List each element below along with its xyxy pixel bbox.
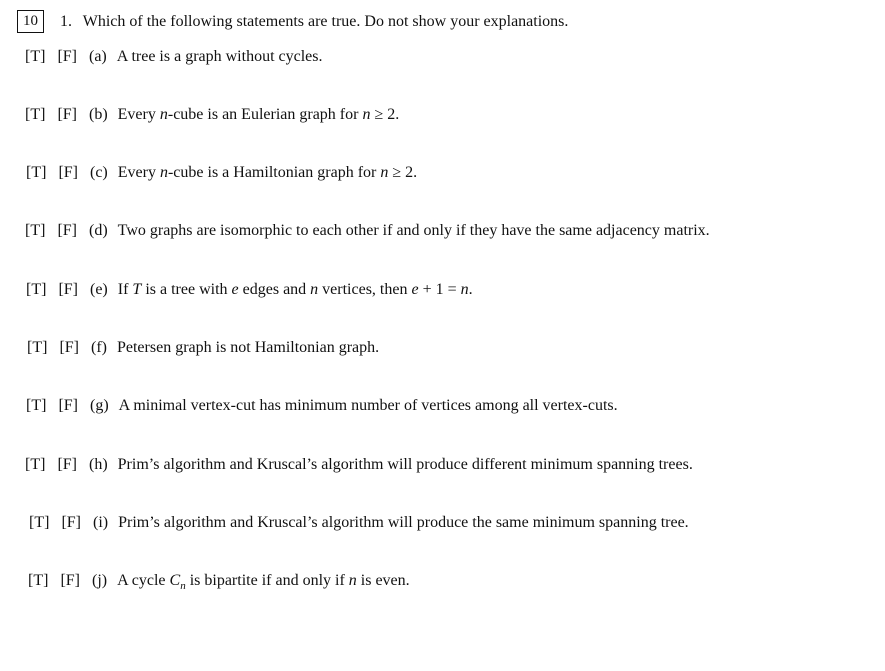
statement-text-segment: Prim’s algorithm and Kruscal’s algorithm will produce different minimum spanning trees.	[117, 456, 693, 473]
math-variable: e	[231, 281, 239, 298]
statement-text-segment: vertices, then	[318, 281, 412, 298]
statement-text-segment: is even.	[356, 572, 410, 589]
statement-row	[26, 163, 417, 183]
false-option[interactable]: [F]	[57, 48, 77, 65]
statement-text	[117, 47, 323, 67]
false-option[interactable]: [F]	[58, 164, 78, 181]
statement-text-segment: + 1 =	[418, 281, 461, 298]
statement-text	[117, 571, 410, 596]
statement-row	[27, 338, 379, 358]
statement-letter: (e)	[90, 281, 108, 298]
statement-row	[25, 455, 693, 475]
statement-text-segment: -cube is a Hamiltonian graph for	[167, 164, 381, 181]
true-option[interactable]: [T]	[26, 397, 47, 414]
statement-text	[118, 105, 400, 125]
statement-letter: (f)	[91, 339, 107, 356]
question-text: Which of the following statements are true. Do not show your explanations.	[82, 13, 569, 30]
false-option[interactable]: [F]	[57, 222, 77, 239]
question-number: 1.	[60, 13, 72, 30]
statement-text-segment: is bipartite if and only if	[185, 572, 349, 589]
statement-text	[118, 455, 693, 475]
statement-letter: (a)	[89, 48, 107, 65]
statement-row	[25, 47, 322, 67]
statement-text-segment: Prim’s algorithm and Kruscal’s algorithm will produce the same minimum spanning tree.	[118, 514, 689, 531]
statement-row	[26, 396, 618, 416]
false-option[interactable]: [F]	[60, 572, 80, 589]
statement-text-segment: If	[117, 281, 133, 298]
math-variable: e	[411, 281, 419, 298]
statement-text-segment: .	[468, 281, 473, 298]
math-variable: n	[460, 281, 469, 298]
true-option[interactable]: [T]	[25, 222, 46, 239]
statement-text-segment: A tree is a graph without cycles.	[116, 48, 323, 65]
statement-text	[118, 280, 473, 300]
false-option[interactable]: [F]	[61, 514, 81, 531]
statement-letter: (j)	[92, 572, 108, 589]
math-variable: n	[159, 106, 168, 123]
statement-text-segment: A cycle	[117, 572, 170, 589]
true-option[interactable]: [T]	[27, 339, 48, 356]
false-option[interactable]: [F]	[58, 281, 78, 298]
statement-row	[26, 280, 473, 300]
math-variable: T	[132, 281, 142, 298]
statement-text-segment: is a tree with	[141, 281, 232, 298]
statement-text	[119, 396, 618, 416]
statement-row	[29, 513, 689, 533]
statement-text	[118, 513, 689, 533]
statement-letter: (i)	[93, 514, 109, 531]
math-variable: n	[310, 281, 319, 298]
statement-text-segment: A minimal vertex-cut has minimum number of vertices among all vertex-cuts.	[118, 397, 618, 414]
statement-text-segment: Petersen graph is not Hamiltonian graph.	[116, 339, 380, 356]
statement-row	[28, 571, 410, 596]
points-box: 10	[17, 10, 44, 33]
false-option[interactable]: [F]	[58, 397, 78, 414]
statement-text-segment: Every	[117, 106, 160, 123]
statement-letter: (g)	[90, 397, 109, 414]
true-option[interactable]: [T]	[29, 514, 50, 531]
question-header	[60, 12, 568, 32]
true-option[interactable]: [T]	[25, 48, 46, 65]
math-variable: n	[159, 164, 168, 181]
statement-text-segment: ≥ 2.	[388, 164, 418, 181]
statement-text	[117, 338, 379, 358]
true-option[interactable]: [T]	[28, 572, 49, 589]
math-variable: n	[380, 164, 389, 181]
statement-text-segment: Two graphs are isomorphic to each other if and only if they have the same adjacency matrix.	[117, 222, 710, 239]
math-subscript: n	[180, 580, 186, 593]
math-variable: C	[169, 572, 181, 589]
statement-text-segment: edges and	[238, 281, 311, 298]
true-option[interactable]: [T]	[25, 456, 46, 473]
statement-text	[118, 163, 417, 183]
false-option[interactable]: [F]	[57, 106, 77, 123]
statement-letter: (d)	[89, 222, 108, 239]
statement-letter: (c)	[90, 164, 108, 181]
statement-text-segment: ≥ 2.	[370, 106, 400, 123]
math-variable: n	[362, 106, 371, 123]
true-option[interactable]: [T]	[26, 281, 47, 298]
statement-row	[25, 221, 710, 241]
math-variable: n	[348, 572, 357, 589]
statement-letter: (b)	[89, 106, 108, 123]
statement-text-segment: Every	[117, 164, 160, 181]
true-option[interactable]: [T]	[25, 106, 46, 123]
statement-text	[118, 221, 710, 241]
statement-text-segment: -cube is an Eulerian graph for	[167, 106, 363, 123]
true-option[interactable]: [T]	[26, 164, 47, 181]
statement-letter: (h)	[89, 456, 108, 473]
false-option[interactable]: [F]	[59, 339, 79, 356]
statement-row	[25, 105, 399, 125]
false-option[interactable]: [F]	[57, 456, 77, 473]
